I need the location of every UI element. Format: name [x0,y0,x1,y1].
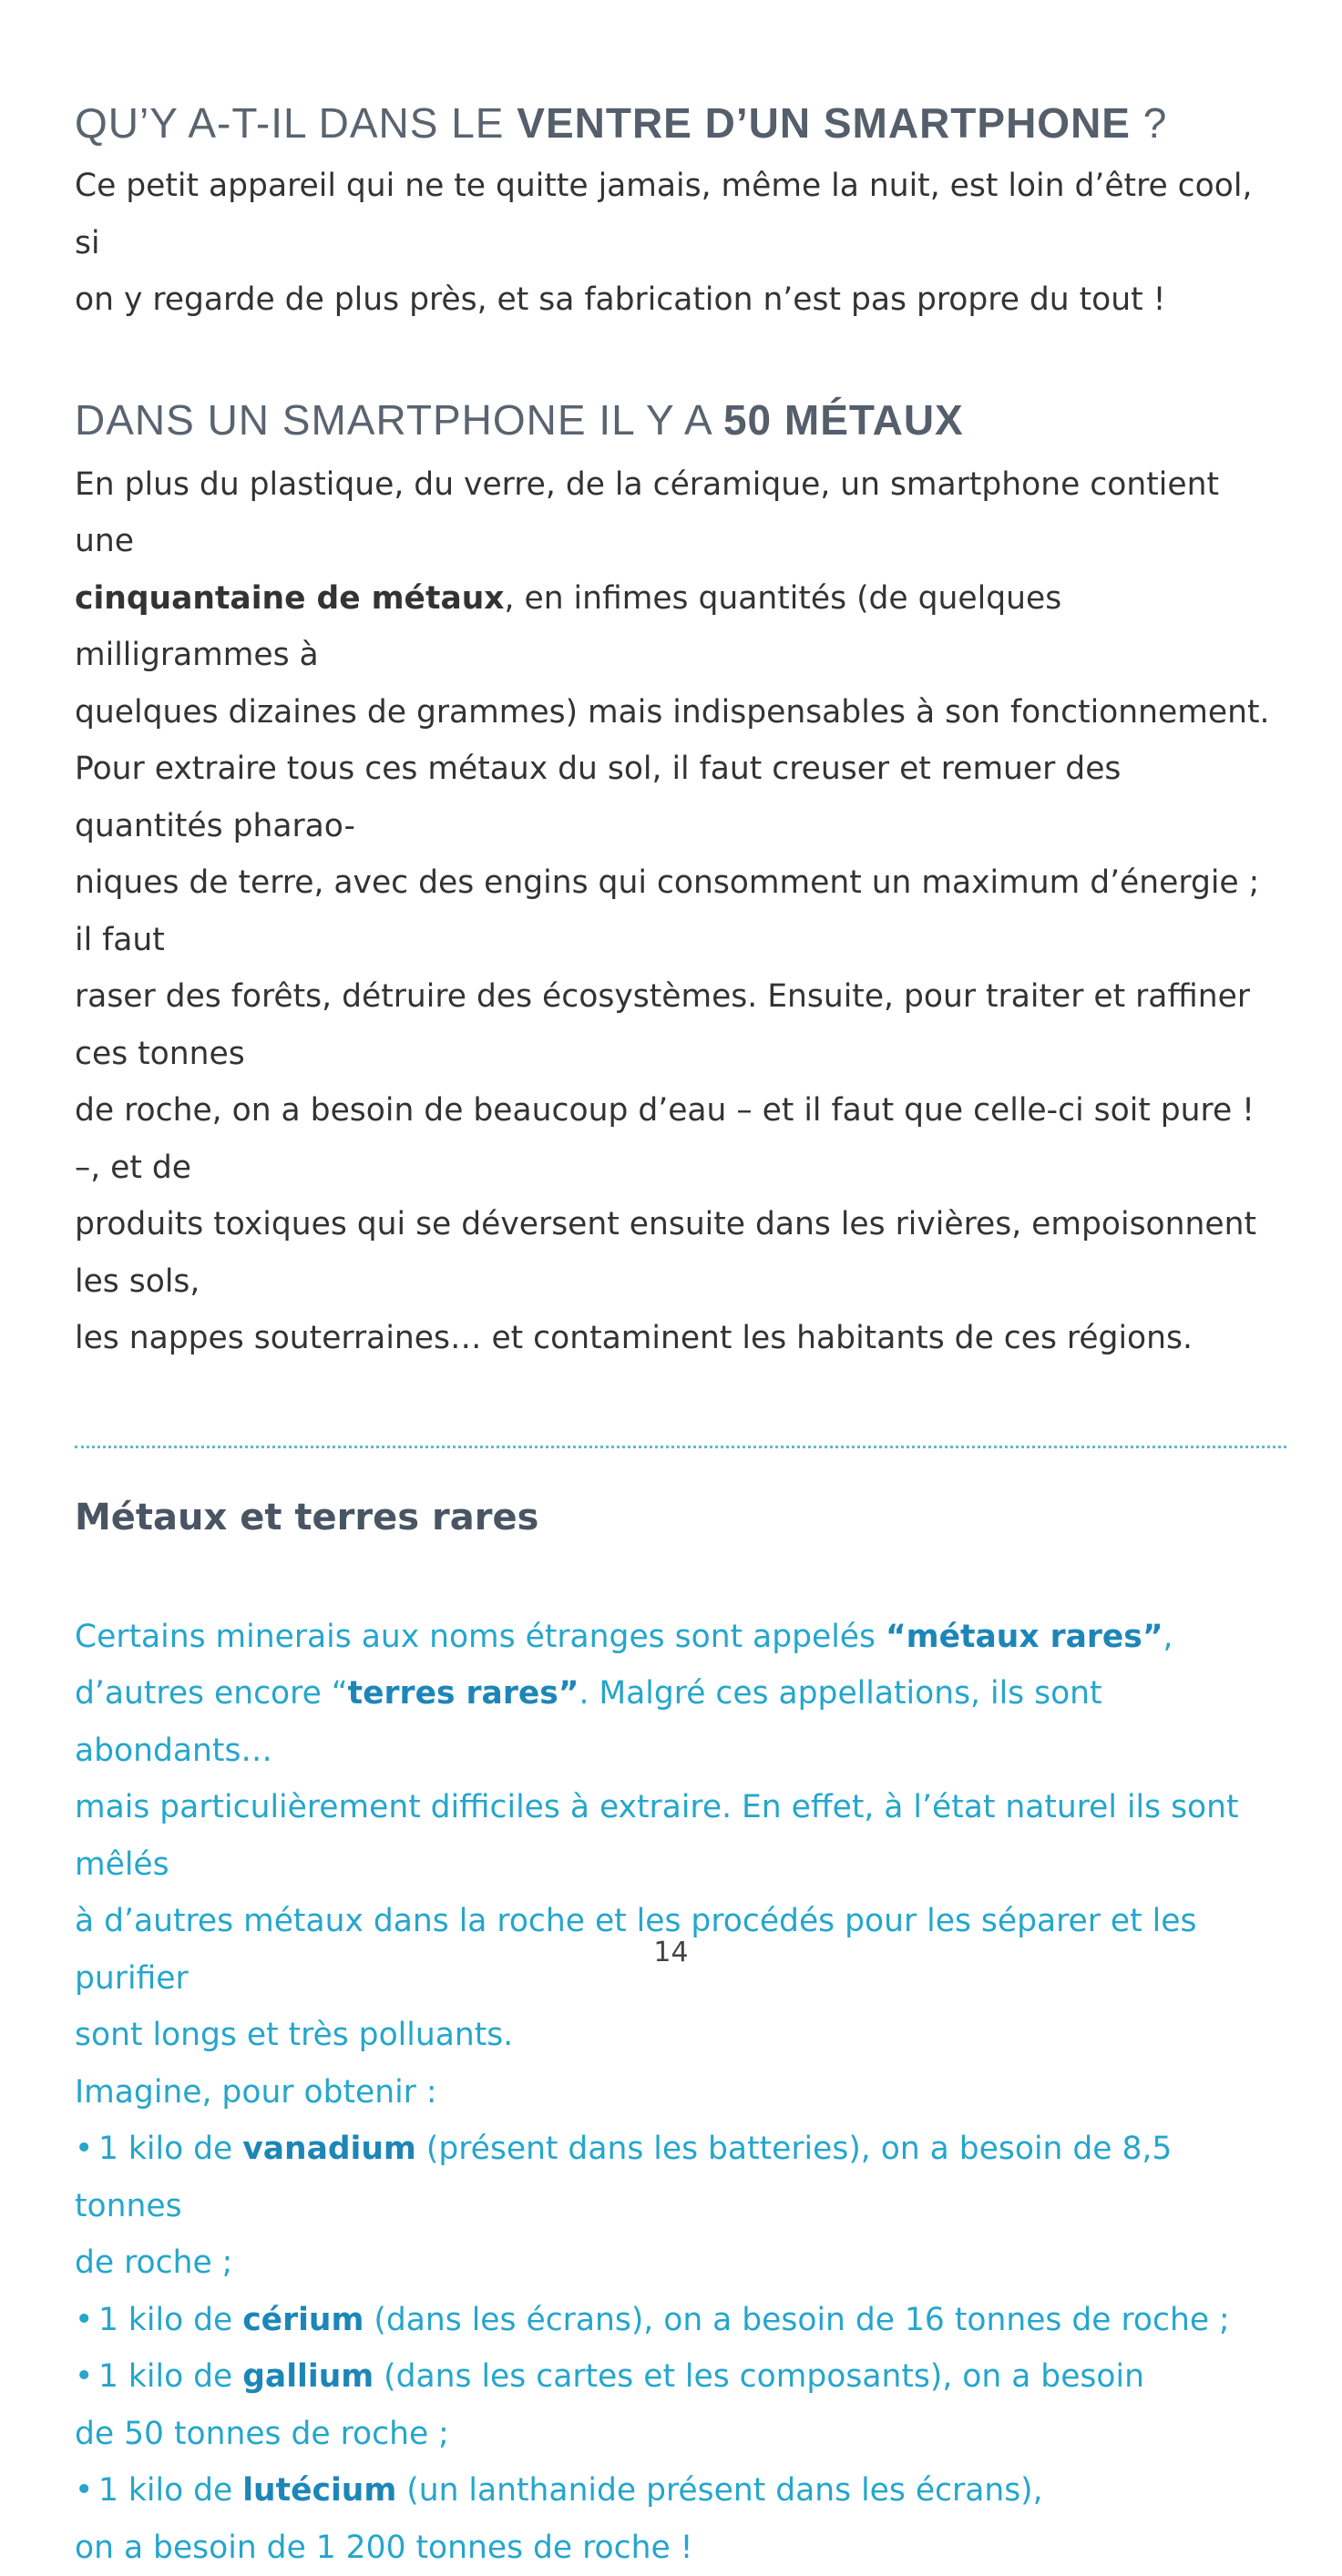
text-fragment: 1 kilo de [98,2131,242,2167]
text-line: à d’autres métaux dans la roche et les procédés pour les séparer et les purifier [75,1893,1277,2007]
text-line: Imagine, pour obtenir : [75,2064,1277,2121]
list-item-continuation: on a besoin de 1 200 tonnes de roche ! [75,2520,1277,2576]
bold-term: terres rares” [348,1675,579,1712]
bullet-icon: • [75,2462,98,2520]
bullet-icon: • [75,2292,98,2349]
list-item [75,2292,1277,2349]
heading-bold-part: VENTRE D’UN SMARTPHONE [517,99,1131,147]
heading-end-part: ? [1131,99,1167,147]
heading-light-part: DANS UN SMARTPHONE IL Y A [75,396,723,444]
text-fragment: (un lanthanide présent dans les écrans), [396,2472,1042,2509]
metal-name: cérium [242,2302,364,2338]
page-number: 14 [0,1937,1342,1968]
list-item-continuation: de 50 tonnes de roche ; [75,2406,1277,2463]
text-fragment: 1 kilo de [98,2358,242,2395]
metal-name: vanadium [242,2131,416,2167]
bold-phrase: cinquantaine de métaux [75,580,505,617]
text-fragment: , [1163,1619,1173,1655]
dotted-divider [75,1446,1286,1448]
text-line: produits toxiques qui se déversent ensuite dans les rivières, empoisonnent les sols, [75,1196,1277,1310]
text-line [75,1665,1277,1779]
bullet-icon: • [75,2348,98,2406]
text-fragment: 1 kilo de [98,2472,242,2509]
metal-name: lutécium [242,2472,396,2509]
list-item [75,2348,1277,2406]
text-line: niques de terre, avec des engins qui consomment un maximum d’énergie ; il faut [75,854,1277,968]
list-item [75,2462,1277,2520]
text-fragment: 1 kilo de [98,2302,242,2338]
heading-bold-part: 50 MÉTAUX [723,396,964,444]
heading-smartphone-belly [75,96,1277,150]
text-line: de roche, on a besoin de beaucoup d’eau – et il faut que celle-ci soit pure ! –, et de [75,1082,1277,1196]
text-fragment: . Malgré ces appellations, ils sont abondants… [75,1675,1102,1769]
text-line: on y regarde de plus près, et sa fabrication n’est pas propre du tout ! [75,271,1277,329]
bullet-icon: • [75,2121,98,2178]
box-title: Métaux et terres rares [75,1492,1277,1543]
text-line: Pour extraire tous ces métaux du sol, il faut creuser et remuer des quantités pharao- [75,741,1277,854]
intro-paragraph [75,158,1277,329]
text-line [75,570,1277,684]
text-fragment: (dans les cartes et les composants), on a besoin [374,2358,1144,2395]
heading-light-part: QU’Y A-T-IL DANS LE [75,99,517,147]
text-line: En plus du plastique, du verre, de la céramique, un smartphone contient une [75,456,1277,570]
text-line: quelques dizaines de grammes) mais indispensables à son fonctionnement. [75,684,1277,741]
list-item-continuation: de roche ; [75,2234,1277,2292]
text-fragment: , en infimes quantités (de quelques milligrammes à [75,580,1061,674]
text-line [75,1609,1277,1666]
text-fragment: (dans les écrans), on a besoin de 16 tonnes de roche ; [364,2302,1229,2338]
text-fragment: (présent dans les batteries), on a besoin de 8,5 tonnes [75,2131,1172,2224]
text-fragment: Certains minerais aux noms étranges sont appelés [75,1619,886,1655]
text-line: mais particulièrement difficiles à extraire. En effet, à l’état naturel ils sont mêlés [75,1779,1277,1893]
heading-50-metals [75,393,1277,447]
text-line: sont longs et très polluants. [75,2007,1277,2064]
bold-term: “métaux rares” [886,1619,1163,1655]
list-item [75,2121,1277,2234]
page-content [75,87,1277,2576]
text-line: Ce petit appareil qui ne te quitte jamais, même la nuit, est loin d’être cool, si [75,158,1277,271]
metals-paragraph [75,456,1277,1367]
text-line: les nappes souterraines… et contaminent les habitants de ces régions. [75,1310,1277,1367]
metal-name: gallium [242,2358,374,2395]
text-line: raser des forêts, détruire des écosystèmes. Ensuite, pour traiter et raffiner ces tonnes [75,968,1277,1082]
text-fragment: d’autres encore “ [75,1675,348,1712]
rare-metals-box [75,1609,1277,2576]
